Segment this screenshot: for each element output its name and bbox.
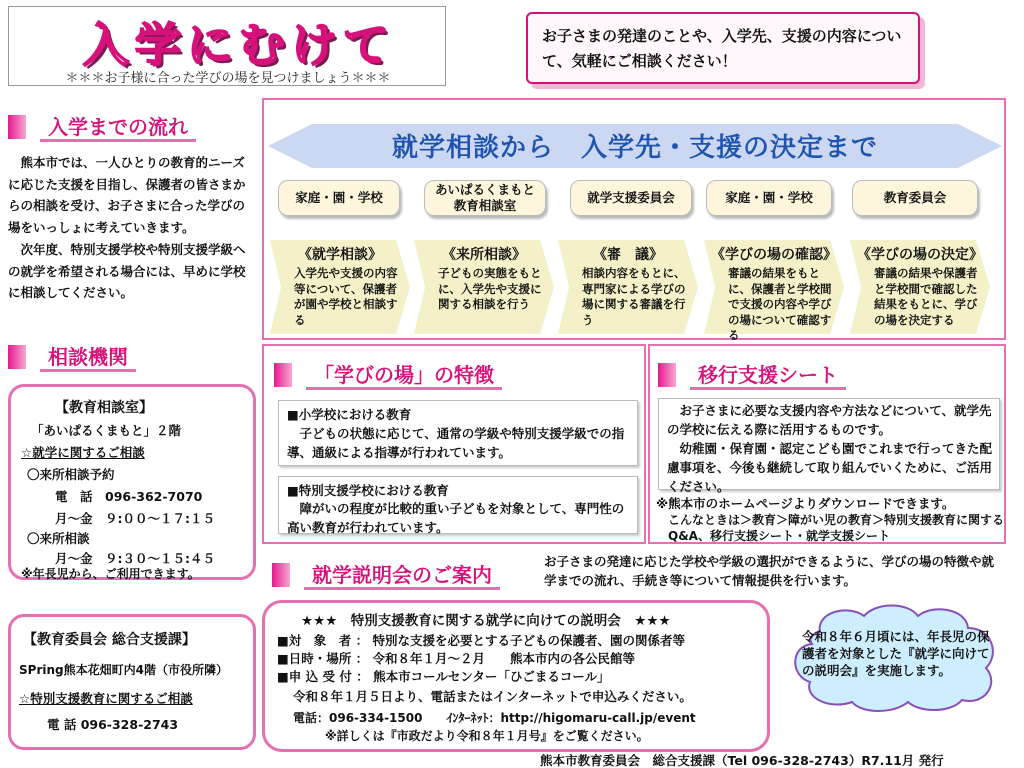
board-service: ☆特別支援教育に関するご相談 [19,691,193,706]
step-title: 《来所相談》 [442,247,526,263]
sheet-path-note: こんなときは＞教育＞障がい児の教育＞特別支援教育に関するQ&A、移行支援シート・就学支援シート [668,513,1005,543]
briefing-target: ■対 象 者 ： 特別な支援を必要とする子どもの保護者、園の関係者等 [277,633,686,648]
elementary-title: ■小学校における教育 [287,407,412,422]
party-box: 就学支援委員会 [570,180,692,216]
briefing-title: ★★★ 特別支援教育に関する就学に向けての説明会 ★★★ [301,613,671,629]
special-school-body: 障がいの程度が比較的重い子どもを対象として、専門性の高い教育が行われています。 [287,501,625,535]
heading-marker-icon [8,345,26,369]
process-step [850,240,990,334]
room-visit-hours: 月～金 ９:３０～１５:４５ [55,551,215,566]
room-title: 【教育相談室】 [55,400,153,416]
intro-bubble [526,12,920,84]
special-school-box [278,476,638,534]
briefing-more-info: ※詳しくは『市政だより令和８年１月号』をご覧ください。 [325,729,649,743]
briefing-contact: 電話：096-334-1500 ｲﾝﾀｰﾈｯﾄ：http://higomaru-call.jp/event [293,711,696,725]
heading-marker-icon [274,363,292,387]
process-step [704,240,844,342]
page-subtitle: ＊＊＊お子様に合った学びの場を見つけましょう＊＊＊ [65,71,391,86]
heading-text: 相談機関 [40,342,136,372]
step-body: 審議の結果をもとに、保護者と学校間で支援の内容や学びの場について確認する [728,266,832,342]
room-reservation-label: 〇来所相談予約 [27,467,115,482]
consult-room-box [8,384,256,580]
heading-text: 移行支援シート [690,360,846,390]
step-title: 《就学相談》 [298,247,382,263]
process-step [414,240,554,334]
elementary-body: 子どもの状態に応じて、通常の学級や特別支援学級での指導、通級による指導が行われています。 [287,426,625,460]
sheet-body-1: お子さまに必要な支援内容や方法などについて、就学先の学校に伝える際に活用するものです。 [667,403,992,437]
briefing-box [262,600,770,752]
step-body: 子どもの実態をもとに、入学先や支援に関する相談を行う [438,266,542,311]
flow-paragraph: 次年度、特別支援学校や特別支援学級への就学を希望される場合には、早めに学校に相談してください。 [8,241,246,301]
room-service: ☆就学に関するご相談 [21,445,145,460]
flow-paragraph: 熊本市では、一人ひとりの教育的ニーズに応じた支援を目指し、保護者の皆さまからの相談を受け、お子さまに合った学びの場をいっしょに考えていきます。 [8,155,246,236]
sheet-download-note: ※熊本市のホームページよりダウンロードできます。 [656,496,955,511]
process-step [558,240,698,334]
room-visit-label: 〇来所相談 [27,531,90,546]
intro-text: お子さまの発達のことや、入学先、支援の内容について、気軽にご相談ください！ [542,27,902,70]
process-step [270,240,410,334]
room-phone: 電 話 096-362-7070 [55,489,203,504]
process-panel [262,98,1006,340]
board-phone: 電 話 096-328-2743 [47,717,179,732]
heading-text: 就学説明会のご案内 [304,560,500,590]
room-reservation-hours: 月～金 ９:００～１７:１５ [55,511,215,526]
board-title: 【教育委員会 総合支援課】 [23,632,196,648]
briefing-description: お子さまの発達に応じた学校や学級の選択ができるように、学びの場の特徴や就学までの流れ、手続き等について情報提供を行います。 [544,554,995,588]
party-box: 教育委員会 [852,180,978,216]
features-panel [262,344,646,544]
education-board-box [8,614,256,750]
step-title: 《学びの場の決定》 [857,247,983,263]
sheet-body-2: 幼稚園・保育園・認定こども園でこれまで行ってきた配慮事項を、今後も継続して取り組んでいくために、ご活用ください。 [667,441,993,494]
room-note: ※年長児から、ご利用できます。 [21,567,200,581]
footer-publisher: 熊本市教育委員会 総合支援課（Tel 096-328-2743）R7.11月 発行 [540,753,944,768]
step-title: 《学びの場の確認》 [711,247,837,263]
board-location: SPring熊本花畑町内4階（市役所隣） [19,663,228,677]
heading-text: 「学びの場」の特徴 [306,360,502,390]
heading-text: 入学までの流れ [40,112,196,142]
briefing-datetime: ■日時・場所 ： 令和８年１月～２月 熊本市内の各公民館等 [277,651,636,666]
cloud-note-text: 令和８年６月頃には、年長児の保護者を対象とした『就学に向けての説明会』を実施します。 [802,629,990,678]
room-location: 「あいぱるくまもと」２階 [31,423,182,438]
elementary-box [278,400,638,466]
briefing-apply: 令和８年１月５日より、電話またはインターネットで申込みください。 [293,689,692,704]
party-box: あいぱるくまもと 教育相談室 [424,180,546,216]
transition-sheet-panel [648,344,1006,544]
heading-marker-icon [272,563,290,587]
step-body: 審議の結果や保護者と学校間で確認した結果をもとに、学びの場を決定する [874,266,978,327]
briefing-reception: ■申 込 受 付 ： 熊本市コールセンター「ひごまるコール」 [277,669,610,684]
process-banner-title: 就学相談から 入学先・支援の決定まで [391,133,878,163]
flow-description [8,152,256,304]
step-body: 相談内容をもとに、専門家による学びの場に関する審議を行う [582,266,686,327]
party-box: 家庭・園・学校 [278,180,400,216]
sheet-description-box [658,398,1000,494]
step-title: 《審 議》 [593,247,663,263]
heading-marker-icon [658,363,676,387]
step-body: 入学先や支援の内容等について、保護者が園や学校と相談する [294,266,398,327]
page-title: 入学にむけて [83,18,395,72]
heading-marker-icon [8,115,26,139]
party-box: 家庭・園・学校 [706,180,832,216]
title-box [8,6,446,86]
special-school-title: ■特別支援学校における教育 [287,483,449,498]
